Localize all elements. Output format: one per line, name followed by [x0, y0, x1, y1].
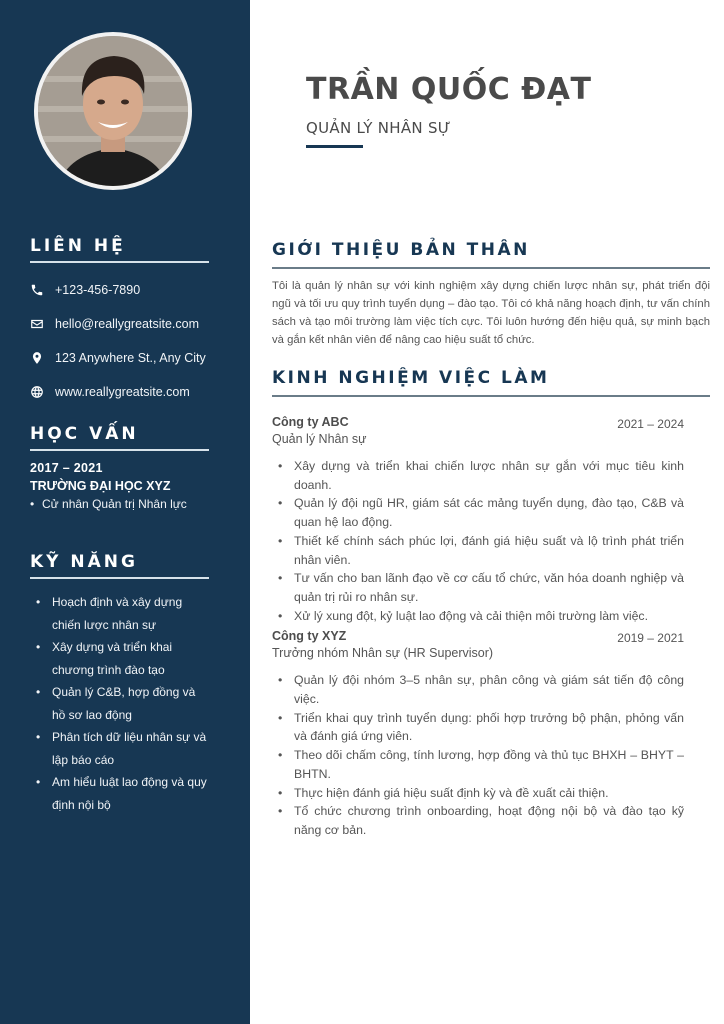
experience-heading: KINH NGHIỆM VIỆC LÀM	[272, 368, 710, 397]
skill-item: • Quản lý C&B, hợp đồng và hồ sơ lao động	[36, 681, 209, 726]
candidate-role: QUẢN LÝ NHÂN SỰ	[306, 119, 451, 137]
skills-section	[30, 552, 209, 816]
job-entry	[272, 629, 710, 839]
job-company: Công ty XYZ	[272, 629, 347, 644]
contact-website-text[interactable]: www.reallygreatsite.com	[55, 385, 190, 399]
job-bullet: • Thực hiện đánh giá hiệu suất định kỳ và đề xuất cải thiện.	[278, 784, 684, 803]
job-bullet: • Triển khai quy trình tuyển dụng: phối hợp trưởng bộ phận, phỏng vấn và đánh giá ứng viên.	[278, 709, 684, 746]
skills-heading: KỸ NĂNG	[30, 552, 209, 579]
education-section	[30, 424, 209, 511]
contact-section	[30, 236, 209, 409]
avatar-photo-icon	[38, 36, 188, 186]
education-item: • Cử nhân Quản trị Nhân lực	[30, 497, 209, 511]
intro-heading: GIỚI THIỆU BẢN THÂN	[272, 240, 710, 269]
globe-icon	[30, 385, 44, 399]
job-bullet: • Quản lý đội nhóm 3–5 nhân sự, phân công và giám sát tiến độ công việc.	[278, 671, 684, 708]
education-list	[30, 497, 209, 511]
job-title: Quản lý Nhân sự	[272, 432, 367, 446]
contact-website	[30, 375, 209, 409]
job-bullets	[272, 671, 684, 839]
job-bullet: • Tư vấn cho ban lãnh đạo về cơ cấu tổ chức, văn hóa doanh nghiệp và quản trị rủi ro nhân sự.	[278, 569, 684, 606]
contact-email-text[interactable]: hello@reallygreatsite.com	[55, 317, 200, 331]
skill-item: • Am hiểu luật lao động và quy định nội bộ	[36, 771, 209, 816]
job-bullet: • Xử lý xung đột, kỷ luật lao động và cải thiện môi trường làm việc.	[278, 607, 684, 626]
job-period: 2019 – 2021	[617, 631, 684, 646]
job-company: Công ty ABC	[272, 415, 349, 429]
skills-list	[30, 591, 209, 816]
location-pin-icon	[30, 351, 44, 365]
sidebar	[0, 0, 250, 1024]
skill-item: • Hoạch định và xây dựng chiến lược nhân sự	[36, 591, 209, 636]
skill-item: • Phân tích dữ liệu nhân sự và lập báo cáo	[36, 726, 209, 771]
job-bullet: • Theo dõi chấm công, tính lương, hợp đồng và thủ tục BHXH – BHYT – BHTN.	[278, 746, 684, 783]
experience-section	[272, 368, 710, 840]
avatar	[34, 32, 192, 190]
job-title: Trưởng nhóm Nhân sự (HR Supervisor)	[272, 646, 494, 661]
mail-icon	[30, 317, 44, 331]
job-bullet: • Tổ chức chương trình onboarding, hoạt động nội bộ và đào tạo kỹ năng cơ bản.	[278, 802, 684, 839]
candidate-name: TRẦN QUỐC ĐẠT	[306, 72, 592, 107]
education-years: 2017 – 2021	[30, 461, 103, 475]
job-bullets	[272, 457, 684, 625]
contact-heading: LIÊN HỆ	[30, 236, 209, 263]
job-bullet: • Thiết kế chính sách phúc lợi, đánh giá hiệu suất và lộ trình phát triển nhân viên.	[278, 532, 684, 569]
contact-phone-text[interactable]: +123-456-7890	[55, 283, 141, 297]
intro-text: Tôi là quản lý nhân sự với kinh nghiệm xây dựng chiến lược nhân sự, phát triển đội ngũ và tối ưu quy trình tuyển dụng – đào tạo. Tôi có khả năng hoạch định, tư vấn chính sách và tạo môi trường làm việc tích cực. Tôi luôn hướng đến hiệu quả, sự minh bạch và gắn kết nhân viên để nâng cao hiệu suất tổ chức.	[272, 280, 710, 346]
job-entry	[272, 415, 710, 625]
skill-item: • Xây dựng và triển khai chương trình đào tạo	[36, 636, 209, 681]
job-bullet: • Quản lý đội ngũ HR, giám sát các mảng tuyển dụng, đào tạo, C&B và quan hệ lao động.	[278, 494, 684, 531]
education-heading: HỌC VẤN	[30, 424, 209, 451]
job-period: 2021 – 2024	[617, 417, 684, 431]
job-bullet: • Xây dựng và triển khai chiến lược nhân sự gắn với mục tiêu kinh doanh.	[278, 457, 684, 494]
phone-icon	[30, 283, 44, 297]
role-underline	[306, 145, 363, 148]
intro-section	[272, 240, 710, 349]
education-school: TRƯỜNG ĐẠI HỌC XYZ	[30, 479, 171, 493]
contact-address-text: 123 Anywhere St., Any City	[55, 351, 206, 365]
contact-address	[30, 341, 209, 375]
contact-phone	[30, 273, 209, 307]
contact-email	[30, 307, 209, 341]
contact-list	[30, 273, 209, 409]
